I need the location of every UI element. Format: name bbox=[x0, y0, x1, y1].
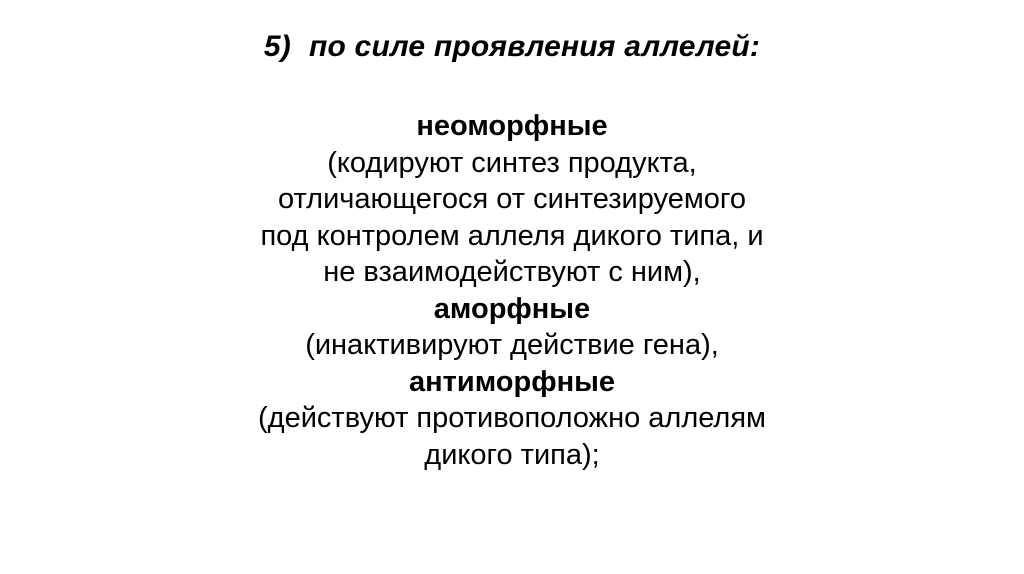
heading-number: 5) bbox=[263, 30, 291, 63]
body-line: (действуют противоположно аллелям bbox=[258, 402, 766, 435]
body-line: (кодируют синтез продукта, bbox=[327, 146, 697, 179]
body-line: (инактивируют действие гена), bbox=[305, 329, 719, 362]
slide-heading bbox=[0, 30, 1024, 64]
slide-body bbox=[0, 108, 1024, 473]
body-line: отличающегося от синтезируемого bbox=[278, 183, 746, 216]
body-line: аморфные bbox=[433, 292, 591, 325]
heading-text: по силе проявления аллелей: bbox=[308, 30, 761, 63]
body-line: антиморфные bbox=[409, 365, 615, 398]
body-line: не взаимодействуют с ним), bbox=[323, 256, 701, 289]
body-line: под контролем аллеля дикого типа, и bbox=[260, 219, 764, 252]
body-line: неоморфные bbox=[416, 110, 608, 142]
body-line: дикого типа); bbox=[424, 438, 600, 471]
